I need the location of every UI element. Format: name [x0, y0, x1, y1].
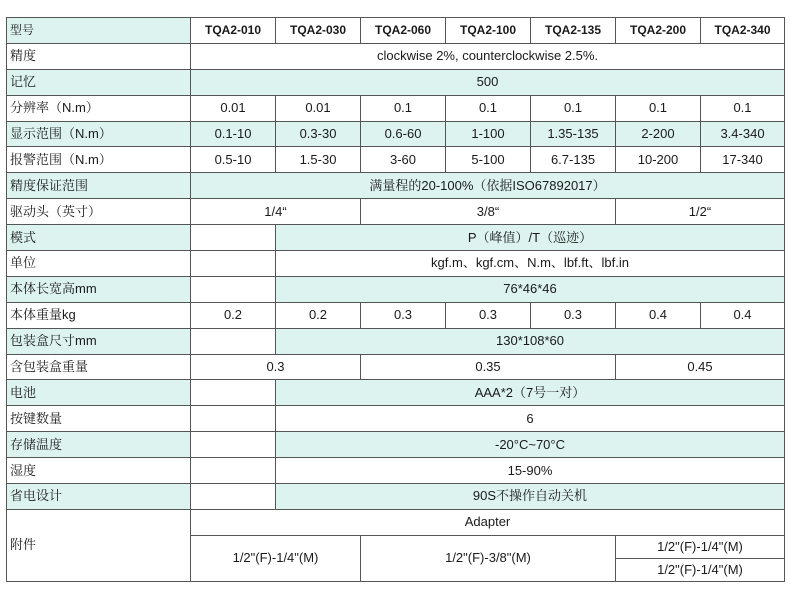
- model-header: TQA2-340: [701, 18, 785, 44]
- accessory-item: 1/2"(F)-1/4"(M): [616, 535, 785, 558]
- row-mode: [7, 225, 785, 251]
- row-power-saving: [7, 484, 785, 510]
- box-size-value: 130*108*60: [276, 328, 785, 354]
- alarm-range-cell: 1.5-30: [276, 147, 361, 173]
- row-label: 本体长宽高mm: [7, 276, 191, 302]
- empty-cell: [191, 225, 276, 251]
- row-unit: [7, 251, 785, 277]
- row-label: 显示范围（N.m）: [7, 121, 191, 147]
- row-label: 分辨率（N.m）: [7, 95, 191, 121]
- row-label: 附件: [7, 509, 191, 581]
- row-body-weight: [7, 302, 785, 328]
- row-label: 记忆: [7, 69, 191, 95]
- unit-value: kgf.m、kgf.cm、N.m、lbf.ft、lbf.in: [276, 251, 785, 277]
- mode-value: P（峰值）/T（巡迹）: [276, 225, 785, 251]
- accessory-item: 1/2"(F)-3/8"(M): [361, 535, 616, 581]
- model-header: TQA2-030: [276, 18, 361, 44]
- row-display-range: [7, 121, 785, 147]
- alarm-range-cell: 3-60: [361, 147, 446, 173]
- resolution-cell: 0.1: [361, 95, 446, 121]
- row-label: 存储温度: [7, 432, 191, 458]
- memory-value: 500: [191, 69, 785, 95]
- row-box-size: [7, 328, 785, 354]
- battery-value: AAA*2（7号一对）: [276, 380, 785, 406]
- row-accuracy: [7, 43, 785, 69]
- body-weight-cell: 0.4: [616, 302, 701, 328]
- row-label: 单位: [7, 251, 191, 277]
- model-header: TQA2-200: [616, 18, 701, 44]
- row-drive: [7, 199, 785, 225]
- header-row: [7, 18, 785, 44]
- storage-temp-value: -20°C~70°C: [276, 432, 785, 458]
- empty-cell: [191, 484, 276, 510]
- body-weight-cell: 0.4: [701, 302, 785, 328]
- model-header: TQA2-135: [531, 18, 616, 44]
- empty-cell: [191, 276, 276, 302]
- empty-cell: [191, 432, 276, 458]
- row-label: 省电设计: [7, 484, 191, 510]
- accuracy-range-value: 满量程的20-100%（依据ISO67892017）: [191, 173, 785, 199]
- row-accessories: [7, 509, 785, 535]
- row-label: 湿度: [7, 458, 191, 484]
- display-range-cell: 2-200: [616, 121, 701, 147]
- empty-cell: [191, 328, 276, 354]
- display-range-cell: 1.35-135: [531, 121, 616, 147]
- display-range-cell: 0.3-30: [276, 121, 361, 147]
- resolution-cell: 0.01: [191, 95, 276, 121]
- resolution-cell: 0.1: [701, 95, 785, 121]
- resolution-cell: 0.1: [446, 95, 531, 121]
- row-label: 按键数量: [7, 406, 191, 432]
- empty-cell: [191, 458, 276, 484]
- row-label: 电池: [7, 380, 191, 406]
- row-alarm-range: [7, 147, 785, 173]
- header-label: 型号: [7, 18, 191, 44]
- row-accuracy-range: [7, 173, 785, 199]
- display-range-cell: 1-100: [446, 121, 531, 147]
- spec-table-container: [6, 17, 785, 582]
- body-weight-cell: 0.2: [191, 302, 276, 328]
- alarm-range-cell: 10-200: [616, 147, 701, 173]
- resolution-cell: 0.1: [616, 95, 701, 121]
- alarm-range-cell: 0.5-10: [191, 147, 276, 173]
- resolution-cell: 0.01: [276, 95, 361, 121]
- accessory-item: 1/2"(F)-1/4"(M): [616, 558, 785, 581]
- row-label: 包装盒尺寸mm: [7, 328, 191, 354]
- drive-cell: 1/2“: [616, 199, 785, 225]
- model-header: TQA2-060: [361, 18, 446, 44]
- row-label: 驱动头（英寸）: [7, 199, 191, 225]
- box-weight-cell: 0.35: [361, 354, 616, 380]
- drive-cell: 1/4“: [191, 199, 361, 225]
- row-box-weight: [7, 354, 785, 380]
- body-weight-cell: 0.3: [361, 302, 446, 328]
- row-label: 精度保证范围: [7, 173, 191, 199]
- accessory-adapter: Adapter: [191, 509, 785, 535]
- display-range-cell: 3.4-340: [701, 121, 785, 147]
- row-battery: [7, 380, 785, 406]
- body-weight-cell: 0.2: [276, 302, 361, 328]
- alarm-range-cell: 5-100: [446, 147, 531, 173]
- power-saving-value: 90S不操作自动关机: [276, 484, 785, 510]
- body-weight-cell: 0.3: [531, 302, 616, 328]
- keys-value: 6: [276, 406, 785, 432]
- alarm-range-cell: 17-340: [701, 147, 785, 173]
- display-range-cell: 0.6-60: [361, 121, 446, 147]
- drive-cell: 3/8“: [361, 199, 616, 225]
- body-weight-cell: 0.3: [446, 302, 531, 328]
- row-body-size: [7, 276, 785, 302]
- model-header: TQA2-100: [446, 18, 531, 44]
- accessory-item: 1/2"(F)-1/4"(M): [191, 535, 361, 581]
- row-label: 含包装盒重量: [7, 354, 191, 380]
- row-humidity: [7, 458, 785, 484]
- row-label: 报警范围（N.m）: [7, 147, 191, 173]
- box-weight-cell: 0.3: [191, 354, 361, 380]
- empty-cell: [191, 251, 276, 277]
- row-label: 本体重量kg: [7, 302, 191, 328]
- row-keys: [7, 406, 785, 432]
- spec-table: [6, 17, 785, 582]
- alarm-range-cell: 6.7-135: [531, 147, 616, 173]
- model-header: TQA2-010: [191, 18, 276, 44]
- row-label: 精度: [7, 43, 191, 69]
- humidity-value: 15-90%: [276, 458, 785, 484]
- empty-cell: [191, 406, 276, 432]
- row-memory: [7, 69, 785, 95]
- accuracy-value: clockwise 2%, counterclockwise 2.5%.: [191, 43, 785, 69]
- display-range-cell: 0.1-10: [191, 121, 276, 147]
- row-label: 模式: [7, 225, 191, 251]
- body-size-value: 76*46*46: [276, 276, 785, 302]
- empty-cell: [191, 380, 276, 406]
- box-weight-cell: 0.45: [616, 354, 785, 380]
- resolution-cell: 0.1: [531, 95, 616, 121]
- row-storage-temp: [7, 432, 785, 458]
- row-resolution: [7, 95, 785, 121]
